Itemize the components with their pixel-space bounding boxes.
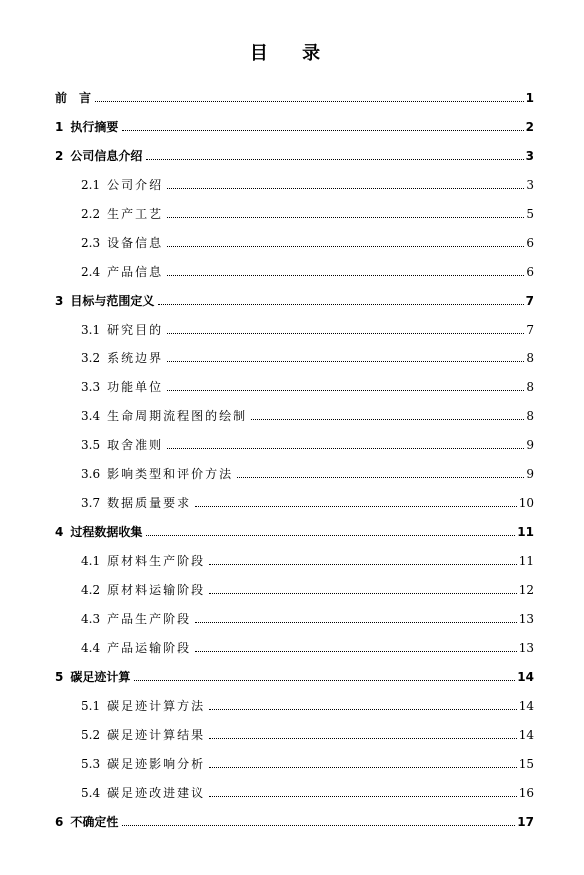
toc-leader-dots bbox=[134, 679, 515, 681]
toc-page-number: 7 bbox=[526, 322, 534, 337]
toc-entry-label bbox=[81, 757, 207, 771]
toc-entry-label bbox=[81, 409, 249, 423]
toc-entry[interactable] bbox=[81, 319, 534, 337]
toc-entry[interactable] bbox=[81, 695, 534, 713]
toc-page-number: 9 bbox=[526, 438, 534, 453]
toc-leader-dots bbox=[146, 158, 523, 160]
toc-entry-label bbox=[81, 438, 165, 452]
toc-entry[interactable] bbox=[81, 347, 534, 365]
toc-section-number: 5.4 bbox=[81, 785, 101, 800]
toc-section-number: 2.4 bbox=[81, 264, 101, 279]
toc-section-title: 产品信息 bbox=[107, 264, 164, 279]
toc-section-title: 原材料生产阶段 bbox=[107, 554, 206, 569]
toc-section-number: 3.3 bbox=[81, 380, 101, 395]
toc-page-number: 11 bbox=[517, 525, 534, 540]
toc-entry-label bbox=[81, 323, 165, 337]
toc-leader-dots bbox=[158, 303, 523, 305]
toc-leader-dots bbox=[167, 332, 524, 334]
toc-page-number: 10 bbox=[518, 496, 534, 511]
toc-page-number: 6 bbox=[526, 235, 534, 250]
toc-section-number: 5 bbox=[55, 669, 64, 684]
toc-entry[interactable] bbox=[81, 232, 534, 250]
toc-page-number: 12 bbox=[518, 582, 534, 597]
toc-leader-dots bbox=[251, 418, 524, 420]
toc-leader-dots bbox=[209, 795, 517, 797]
toc-entry[interactable] bbox=[81, 637, 534, 655]
toc-entry[interactable] bbox=[81, 753, 534, 771]
toc-leader-dots bbox=[167, 447, 524, 449]
toc-page-number: 9 bbox=[526, 467, 534, 482]
toc-section-title: 碳足迹计算 bbox=[70, 669, 131, 684]
toc-page-number: 14 bbox=[518, 727, 534, 742]
toc-section-number: 3.2 bbox=[81, 351, 101, 366]
toc-leader-dots bbox=[209, 563, 517, 565]
toc-section-title: 产品生产阶段 bbox=[107, 611, 192, 626]
toc-entry-label bbox=[55, 149, 144, 163]
toc-entry-label bbox=[81, 467, 235, 481]
toc-entry-label bbox=[81, 583, 207, 597]
toc-page-number: 3 bbox=[525, 148, 534, 163]
toc-section-title: 过程数据收集 bbox=[70, 525, 143, 540]
toc-leader-dots bbox=[146, 534, 515, 536]
toc-entry-label bbox=[81, 178, 165, 192]
toc-page-number: 8 bbox=[526, 409, 534, 424]
toc-section-title: 前 言 bbox=[55, 91, 92, 105]
toc-entry[interactable] bbox=[55, 666, 534, 684]
toc-section-number: 4.4 bbox=[81, 640, 101, 655]
toc-entry-label bbox=[81, 554, 207, 568]
toc-leader-dots bbox=[122, 824, 515, 826]
toc-entry[interactable] bbox=[81, 261, 534, 279]
toc-leader-dots bbox=[167, 216, 524, 218]
toc-page-number: 6 bbox=[526, 264, 534, 279]
toc-section-number: 2.3 bbox=[81, 235, 101, 250]
toc-entry-label bbox=[81, 351, 165, 365]
toc-section-number: 4.1 bbox=[81, 554, 101, 569]
toc-entry[interactable] bbox=[81, 463, 534, 481]
toc-page-number: 5 bbox=[526, 206, 534, 221]
toc-entry[interactable] bbox=[55, 145, 534, 163]
toc-page-number: 1 bbox=[525, 91, 534, 105]
toc-section-number: 3.1 bbox=[81, 322, 101, 337]
toc-section-number: 1 bbox=[55, 119, 64, 134]
toc-entry-label bbox=[81, 380, 165, 394]
toc-entry-label bbox=[55, 525, 144, 539]
toc-section-number: 5.1 bbox=[81, 698, 101, 713]
toc-section-title: 执行摘要 bbox=[70, 119, 119, 134]
toc-section-title: 不确定性 bbox=[70, 814, 119, 829]
toc-entry-label bbox=[55, 815, 120, 829]
toc-section-title: 设备信息 bbox=[107, 235, 164, 250]
toc-section-title: 产品运输阶段 bbox=[107, 640, 192, 655]
toc-section-number: 3.7 bbox=[81, 496, 101, 511]
toc-leader-dots bbox=[195, 621, 517, 623]
toc-section-title: 功能单位 bbox=[107, 380, 164, 395]
toc-entry-label bbox=[81, 641, 193, 655]
toc-section-title: 碳足迹计算方法 bbox=[107, 698, 206, 713]
toc-page-number: 16 bbox=[518, 785, 534, 800]
toc-entry[interactable] bbox=[81, 579, 534, 597]
toc-entry[interactable] bbox=[55, 811, 534, 829]
toc-section-number: 4.3 bbox=[81, 611, 101, 626]
toc-leader-dots bbox=[95, 100, 524, 102]
toc-section-number: 6 bbox=[55, 814, 64, 829]
toc-leader-dots bbox=[209, 737, 517, 739]
toc-entry[interactable] bbox=[81, 724, 534, 742]
toc-entry-label bbox=[81, 612, 193, 626]
toc-entry-label bbox=[81, 265, 165, 279]
toc-section-number: 3 bbox=[55, 293, 64, 308]
toc-section-number: 2.2 bbox=[81, 206, 101, 221]
toc-leader-dots bbox=[195, 650, 517, 652]
toc-section-title: 原材料运输阶段 bbox=[107, 582, 206, 597]
toc-page-number: 8 bbox=[526, 380, 534, 395]
toc-entry-label bbox=[55, 120, 120, 134]
toc-section-title: 公司介绍 bbox=[107, 177, 164, 192]
toc-leader-dots bbox=[237, 476, 524, 478]
toc-entry[interactable] bbox=[81, 405, 534, 423]
toc-entry-label bbox=[81, 728, 207, 742]
toc-entry[interactable] bbox=[81, 782, 534, 800]
toc-page-number: 2 bbox=[525, 119, 534, 134]
toc-entry-label bbox=[81, 236, 165, 250]
toc-entry[interactable] bbox=[81, 376, 534, 394]
toc-leader-dots bbox=[167, 245, 524, 247]
toc-page-number: 7 bbox=[525, 293, 534, 308]
toc-leader-dots bbox=[209, 708, 517, 710]
toc-page-number: 14 bbox=[517, 669, 534, 684]
toc-entry[interactable] bbox=[81, 203, 534, 221]
toc-entry-label bbox=[81, 699, 207, 713]
toc-section-number: 3.4 bbox=[81, 409, 101, 424]
toc-entry-label bbox=[55, 294, 156, 308]
toc-page-number: 13 bbox=[518, 611, 534, 626]
toc-section-title: 取舍准则 bbox=[107, 438, 164, 453]
toc-leader-dots bbox=[167, 274, 524, 276]
toc-entry-label bbox=[55, 91, 93, 105]
toc-page-number: 14 bbox=[518, 698, 534, 713]
toc-section-title: 研究目的 bbox=[107, 322, 164, 337]
toc-section-title: 碳足迹计算结果 bbox=[107, 727, 206, 742]
toc-section-title: 系统边界 bbox=[107, 351, 164, 366]
toc-section-number: 4.2 bbox=[81, 582, 101, 597]
toc-entry[interactable] bbox=[81, 608, 534, 626]
toc-section-number: 5.3 bbox=[81, 756, 101, 771]
toc-section-title: 公司信息介绍 bbox=[70, 148, 143, 163]
toc-entry[interactable] bbox=[55, 116, 534, 134]
toc-page-number: 17 bbox=[517, 814, 534, 829]
toc-entry[interactable] bbox=[81, 550, 534, 568]
toc-leader-dots bbox=[167, 360, 524, 362]
toc-page-number: 8 bbox=[526, 351, 534, 366]
toc-entry-label bbox=[55, 670, 132, 684]
toc-entry-label bbox=[81, 786, 207, 800]
toc-section-title: 生产工艺 bbox=[107, 206, 164, 221]
toc-section-title: 目标与范围定义 bbox=[70, 293, 155, 308]
toc-section-title: 数据质量要求 bbox=[107, 496, 192, 511]
toc-section-title: 碳足迹影响分析 bbox=[107, 756, 206, 771]
toc-entry[interactable] bbox=[55, 290, 534, 308]
toc-page-number: 13 bbox=[518, 640, 534, 655]
toc-entry-label bbox=[81, 496, 193, 510]
toc-page-number: 11 bbox=[518, 554, 534, 569]
toc-section-title: 影响类型和评价方法 bbox=[107, 467, 234, 482]
toc-leader-dots bbox=[122, 129, 523, 131]
toc-section-number: 2 bbox=[55, 148, 64, 163]
toc-section-title: 碳足迹改进建议 bbox=[107, 785, 206, 800]
toc-entry[interactable] bbox=[81, 174, 534, 192]
toc-leader-dots bbox=[167, 389, 524, 391]
toc-entry[interactable] bbox=[55, 87, 534, 105]
toc-leader-dots bbox=[209, 766, 517, 768]
toc-leader-dots bbox=[209, 592, 517, 594]
toc-section-number: 3.6 bbox=[81, 467, 101, 482]
toc-entry[interactable] bbox=[55, 521, 534, 539]
toc-page-number: 3 bbox=[526, 177, 534, 192]
toc-section-number: 2.1 bbox=[81, 177, 101, 192]
toc-section-number: 5.2 bbox=[81, 727, 101, 742]
page-title: 目 录 bbox=[249, 43, 335, 64]
toc-leader-dots bbox=[195, 505, 517, 507]
toc-section-title: 生命周期流程图的绘制 bbox=[107, 409, 248, 424]
toc-page-number: 15 bbox=[518, 756, 534, 771]
toc-entry[interactable] bbox=[81, 492, 534, 510]
toc-section-number: 4 bbox=[55, 525, 64, 540]
toc-section-number: 3.5 bbox=[81, 438, 101, 453]
toc-entry[interactable] bbox=[81, 434, 534, 452]
toc-entry-label bbox=[81, 207, 165, 221]
toc-leader-dots bbox=[167, 187, 524, 189]
